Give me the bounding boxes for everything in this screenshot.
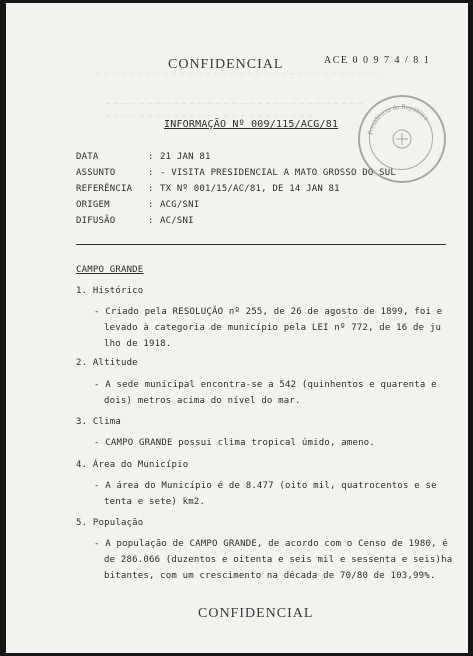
item-line: - CAMPO GRANDE possui clima tropical úmido, ameno. <box>94 438 375 448</box>
field-label-origem: ORIGEM <box>76 200 110 210</box>
field-value-referencia: TX Nº 001/15/AC/81, DE 14 JAN 81 <box>160 184 340 194</box>
bleed-through-line: — — — — — — — — — — — — — — — — — — — — — — — — — — — — — — — <box>106 99 364 107</box>
stamp-lettering <box>360 97 444 181</box>
item-line: de 286.066 (duzentos e oitenta e seis mil e sessenta e seis)ha <box>104 555 453 565</box>
item-line: lho de 1918. <box>104 339 172 349</box>
field-value-origem: ACG/SNI <box>160 200 200 210</box>
document-code: ACE 0 0 9 7 4 / 8 1 <box>324 55 431 66</box>
item-heading: 1. Histórico <box>76 286 144 296</box>
bleed-through-line: — — — — — — — — — — — — — — — — — — — — — — — — — — — — — — — — — — <box>96 69 379 77</box>
item-heading: 4. Área do Município <box>76 460 189 470</box>
classification-header: CONFIDENCIAL <box>168 57 284 72</box>
item-line: levado à categoria de município pela LEI nº 772, de 16 de ju <box>104 323 442 333</box>
field-label-difusao: DIFUSÃO <box>76 216 116 226</box>
field-sep: : <box>148 152 154 162</box>
item-line: bitantes, com um crescimento na década de 70/80 de 103,99%. <box>104 571 436 581</box>
classification-footer: CONFIDENCIAL <box>198 606 314 621</box>
presidency-stamp <box>358 95 446 183</box>
field-sep: : <box>148 200 154 210</box>
item-line: - Criado pela RESOLUÇÃO nº 255, de 26 de agosto de 1899, foi e <box>94 307 443 317</box>
field-label-referencia: REFERÊNCIA <box>76 184 133 194</box>
field-sep: : <box>148 216 154 226</box>
field-value-data: 21 JAN 81 <box>160 152 211 162</box>
section-divider <box>76 244 446 245</box>
item-line: dois) metros acima do nível do mar. <box>104 396 301 406</box>
field-label-assunto: ASSUNTO <box>76 168 116 178</box>
item-heading: 2. Altitude <box>76 358 138 368</box>
item-line: - A sede municipal encontra-se a 542 (quinhentos e quarenta e <box>94 380 437 390</box>
item-heading: 5. População <box>76 518 144 528</box>
item-line: tenta e sete) km2. <box>104 497 206 507</box>
field-value-difusao: AC/SNI <box>160 216 194 226</box>
item-line: - A população de CAMPO GRANDE, de acordo com o Censo de 1980, é <box>94 539 448 549</box>
item-line: - A área do Município é de 8.477 (oito mil, quatrocentos e se <box>94 481 437 491</box>
stamp-text: Presidência da República <box>366 102 431 136</box>
field-sep: : <box>148 168 154 178</box>
field-value-assunto: - VISITA PRESIDENCIAL A MATO GROSSO DO SUL <box>160 168 396 178</box>
field-label-data: DATA <box>76 152 99 162</box>
document-title: INFORMAÇÃO Nº 009/115/ACG/81 <box>164 119 339 130</box>
section-title: CAMPO GRANDE <box>76 265 144 275</box>
document-page <box>6 3 468 653</box>
bleed-through-line: — — — — — — — — — — — — — — — — — — — — — — — — — <box>106 111 313 119</box>
field-sep: : <box>148 184 154 194</box>
item-heading: 3. Clima <box>76 417 121 427</box>
